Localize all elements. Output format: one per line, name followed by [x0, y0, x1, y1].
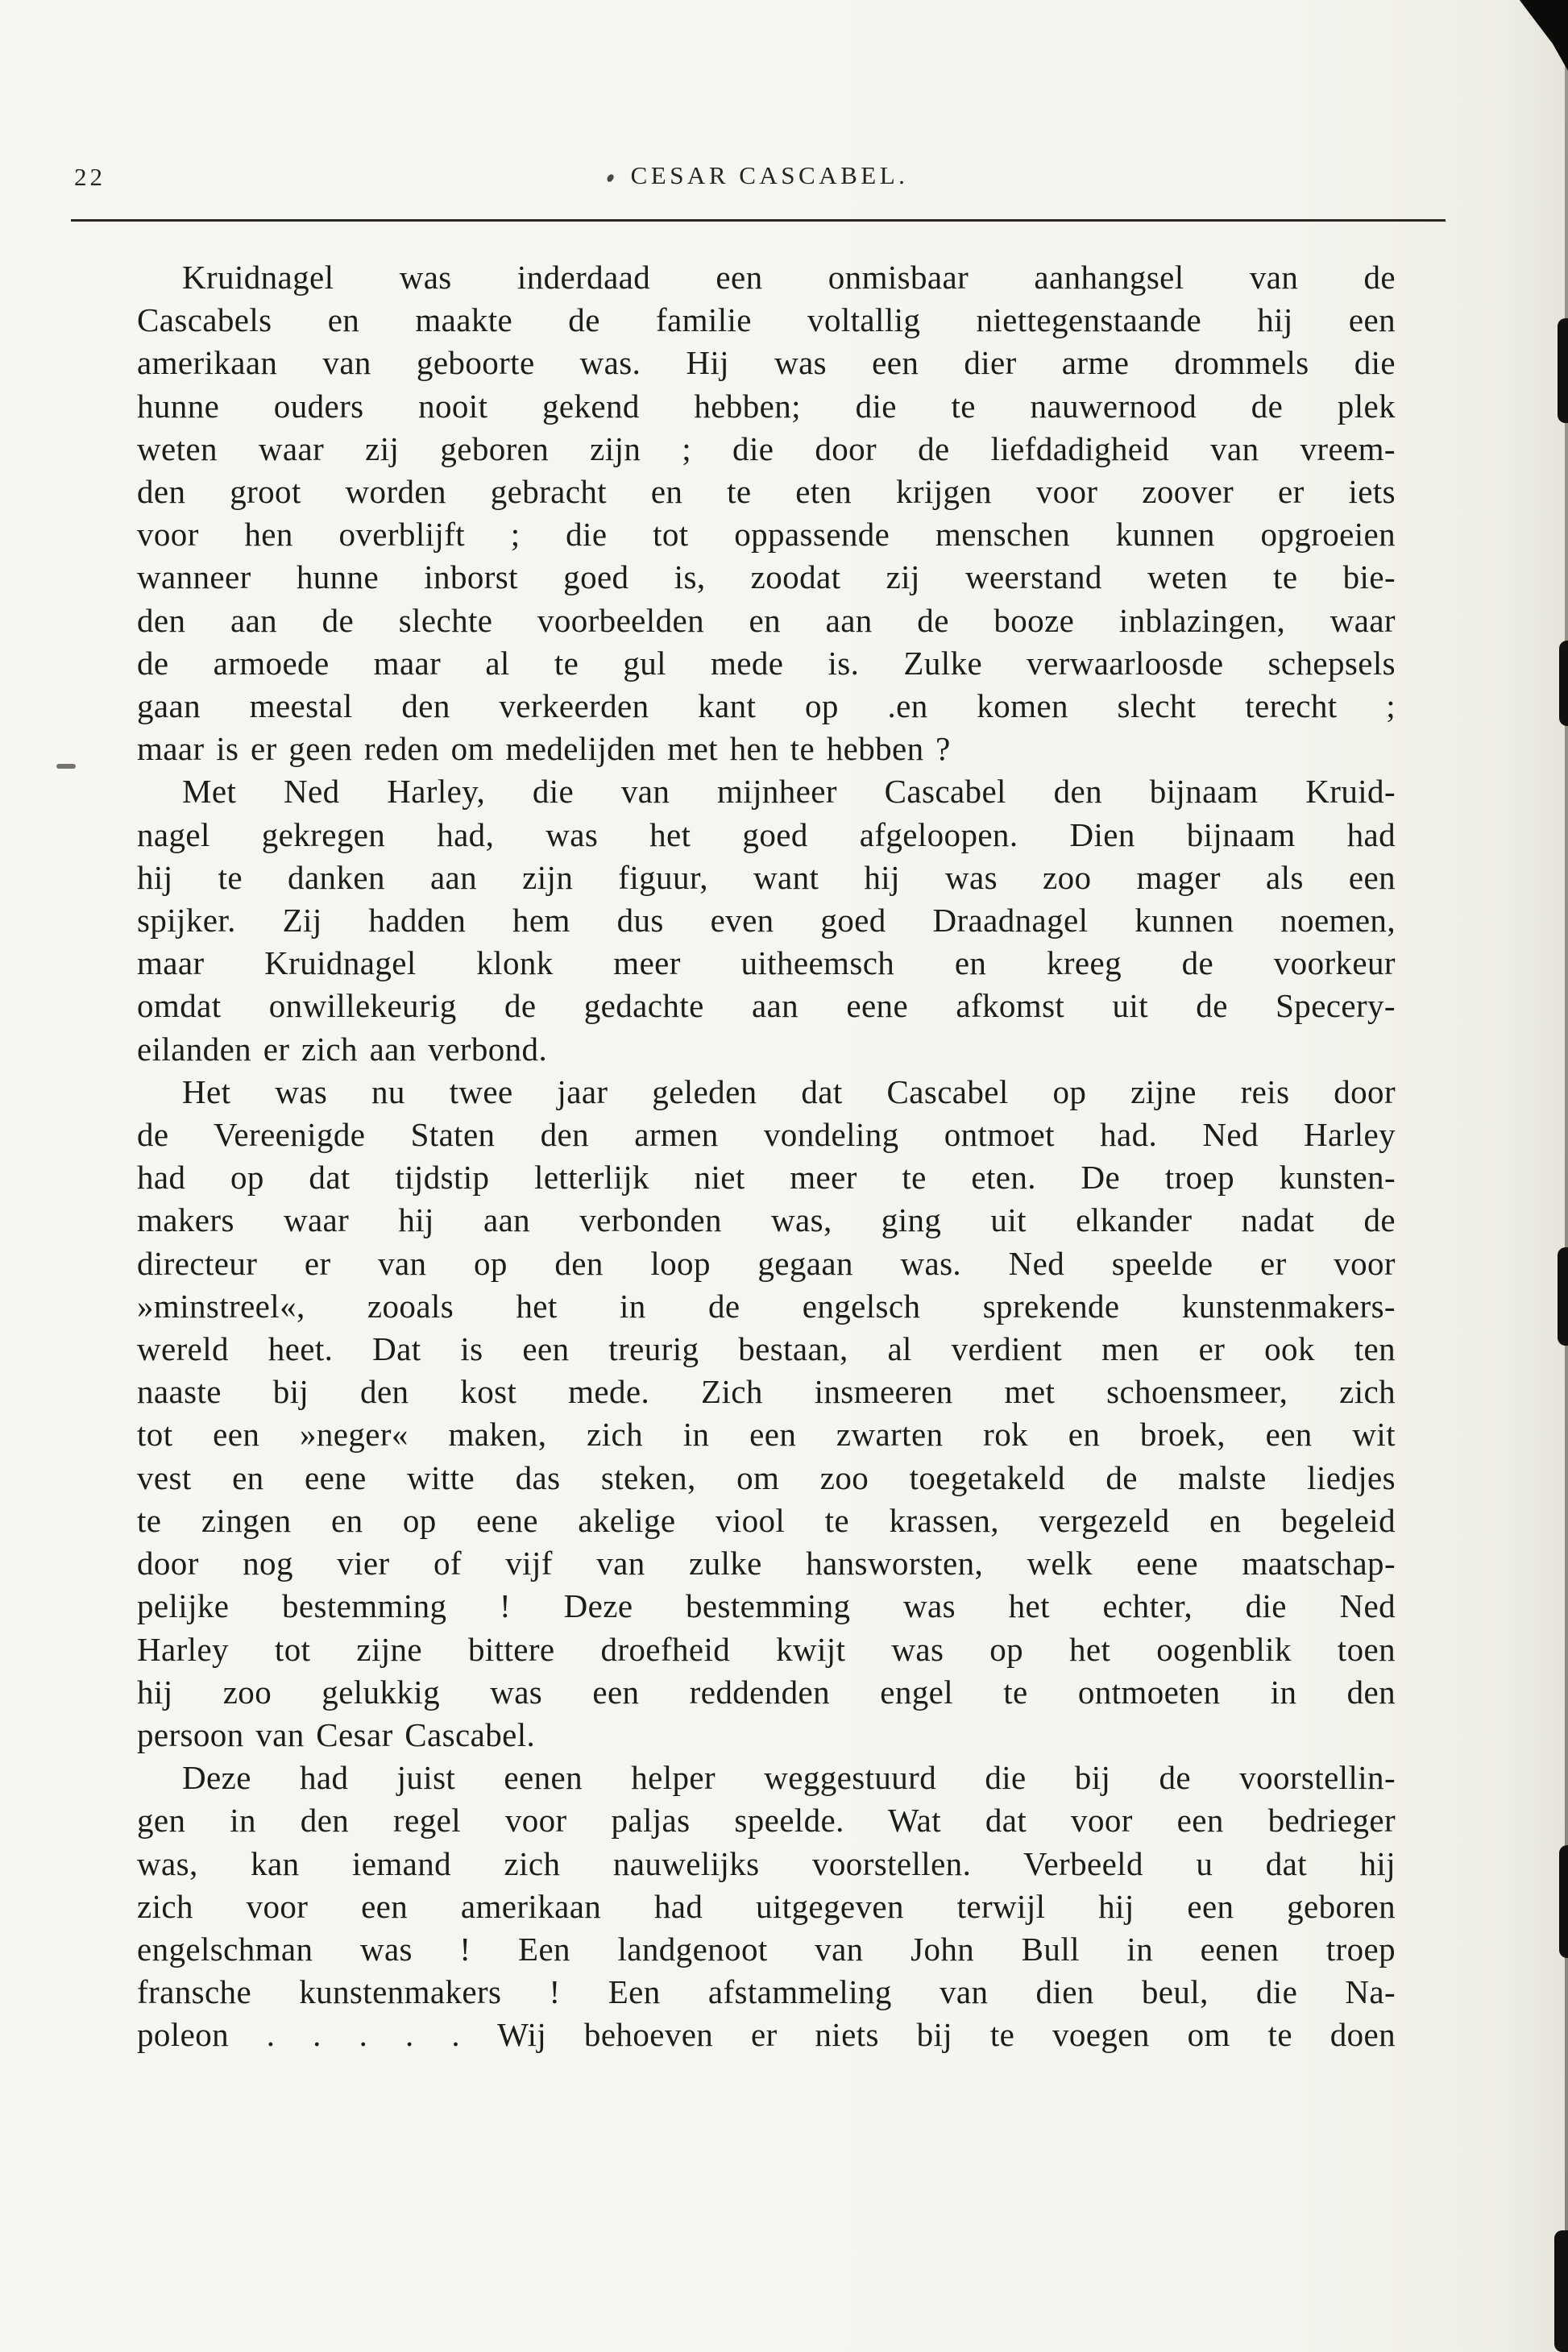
- text-line: poleon . . . . . Wij behoeven er niets bij te voegen om te doen: [137, 2016, 1396, 2054]
- text-line: vest en eene witte das steken, om zoo toegetakeld de malste liedjes: [137, 1458, 1396, 1496]
- text-line: de Vereenigde Staten den armen vondeling ontmoet had. Ned Harley: [137, 1116, 1396, 1154]
- text-line: Harley tot zijne bittere droefheid kwijt was op het oogenblik toen: [137, 1630, 1396, 1668]
- header-rule: [71, 219, 1446, 222]
- text-line: eilanden er zich aan verbond.: [137, 1030, 548, 1068]
- text-line: persoon van Cesar Cascabel.: [137, 1715, 536, 1753]
- ink-speck: [606, 173, 615, 183]
- page-number: 22: [74, 163, 106, 191]
- text-line: wereld heet. Dat is een treurig bestaan, al verdient men er ook ten: [137, 1330, 1396, 1368]
- scan-edge-mark: [1558, 318, 1568, 423]
- running-title: [73, 161, 1443, 190]
- text-line: »minstreel«, zooals het in de engelsch sprekende kunstenmakers-: [137, 1287, 1396, 1325]
- text-line: spijker. Zij hadden hem dus even goed Draadnagel kunnen noemen,: [137, 902, 1396, 940]
- text-line: directeur er van op den loop gegaan was. Ned speelde er voor: [137, 1244, 1396, 1282]
- text-line: tot een »neger« maken, zich in een zwarten rok en broek, een wit: [137, 1416, 1396, 1454]
- text-line: Kruidnagel was inderdaad een onmisbaar aanhangsel van de: [182, 259, 1396, 296]
- margin-mark: [56, 764, 76, 769]
- text-line: de armoede maar al te gul mede is. Zulke verwaarloosde schepsels: [137, 644, 1396, 682]
- text-line: had op dat tijdstip letterlijk niet meer te eten. De troep kunsten-: [137, 1159, 1396, 1197]
- running-title-text: CESAR CASCABEL.: [630, 161, 909, 189]
- text-line: Met Ned Harley, die van mijnheer Cascabel den bijnaam Kruid-: [182, 773, 1396, 811]
- paragraph: [137, 770, 1396, 1070]
- text-line: nagel gekregen had, was het goed afgeloopen. Dien bijnaam had: [137, 815, 1396, 853]
- text-line: den groot worden gebracht en te eten krijgen voor zoover er iets: [137, 473, 1396, 511]
- text-line: was, kan iemand zich nauwelijks voorstellen. Verbeeld u dat hij: [137, 1844, 1396, 1882]
- scan-edge-mark: [1559, 1845, 1568, 1958]
- text-line: fransche kunstenmakers ! Een afstammeling van dien beul, die Na-: [137, 1973, 1396, 2011]
- text-line: wanneer hunne inborst goed is, zoodat zij weerstand weten te bie-: [137, 558, 1396, 596]
- text-line: engelschman was ! Een landgenoot van John Bull in eenen troep: [137, 1930, 1396, 1968]
- scan-edge-mark: [1558, 1247, 1568, 1346]
- text-line: hunne ouders nooit gekend hebben; die te nauwernood de plek: [137, 387, 1396, 425]
- text-line: zich voor een amerikaan had uitgegeven terwijl hij een geboren: [137, 1887, 1396, 1925]
- text-line: gen in den regel voor paljas speelde. Wat dat voor een bedrieger: [137, 1802, 1396, 1840]
- text-line: hij zoo gelukkig was een reddenden engel te ontmoeten in den: [137, 1673, 1396, 1711]
- text-line: voor hen overblijft ; die tot oppassende menschen kunnen opgroeien: [137, 516, 1396, 554]
- text-line: omdat onwillekeurig de gedachte aan eene afkomst uit de Specery-: [137, 987, 1396, 1025]
- page-header: [73, 160, 1443, 195]
- paragraph: [137, 1757, 1396, 2056]
- text-line: Cascabels en maakte de familie voltallig niettegenstaande hij een: [137, 301, 1396, 339]
- text-line: maar is er geen reden om medelijden met hen te hebben ?: [137, 730, 951, 768]
- text-line: naaste bij den kost mede. Zich insmeeren met schoensmeer, zich: [137, 1373, 1396, 1411]
- scan-corner-mark: [1499, 0, 1568, 71]
- text-line: Deze had juist eenen helper weggestuurd die bij de voorstellin-: [182, 1759, 1396, 1797]
- text-line: door nog vier of vijf van zulke hansworsten, welk eene maatschap-: [137, 1545, 1396, 1583]
- scan-edge-mark: [1554, 2230, 1568, 2352]
- text-line: amerikaan van geboorte was. Hij was een dier arme drommels die: [137, 344, 1396, 382]
- text-line: pelijke bestemming ! Deze bestemming was het echter, die Ned: [137, 1587, 1396, 1625]
- text-line: gaan meestal den verkeerden kant op .en komen slecht terecht ;: [137, 687, 1396, 725]
- text-line: maar Kruidnagel klonk meer uitheemsch en kreeg de voorkeur: [137, 944, 1396, 982]
- page-body: [137, 256, 1396, 2057]
- paragraph: [137, 256, 1396, 770]
- text-line: den aan de slechte voorbeelden en aan de booze inblazingen, waar: [137, 601, 1396, 639]
- text-line: makers waar hij aan verbonden was, ging uit elkander nadat de: [137, 1201, 1396, 1239]
- text-line: te zingen en op eene akelige viool te krassen, vergezeld en begeleid: [137, 1501, 1396, 1539]
- text-line: hij te danken aan zijn figuur, want hij was zoo mager als een: [137, 858, 1396, 896]
- text-line: weten waar zij geboren zijn ; die door de liefdadigheid van vreem-: [137, 429, 1396, 467]
- text-line: Het was nu twee jaar geleden dat Cascabel op zijne reis door: [182, 1072, 1396, 1110]
- scan-edge-mark: [1559, 641, 1568, 726]
- paragraph: [137, 1071, 1396, 1757]
